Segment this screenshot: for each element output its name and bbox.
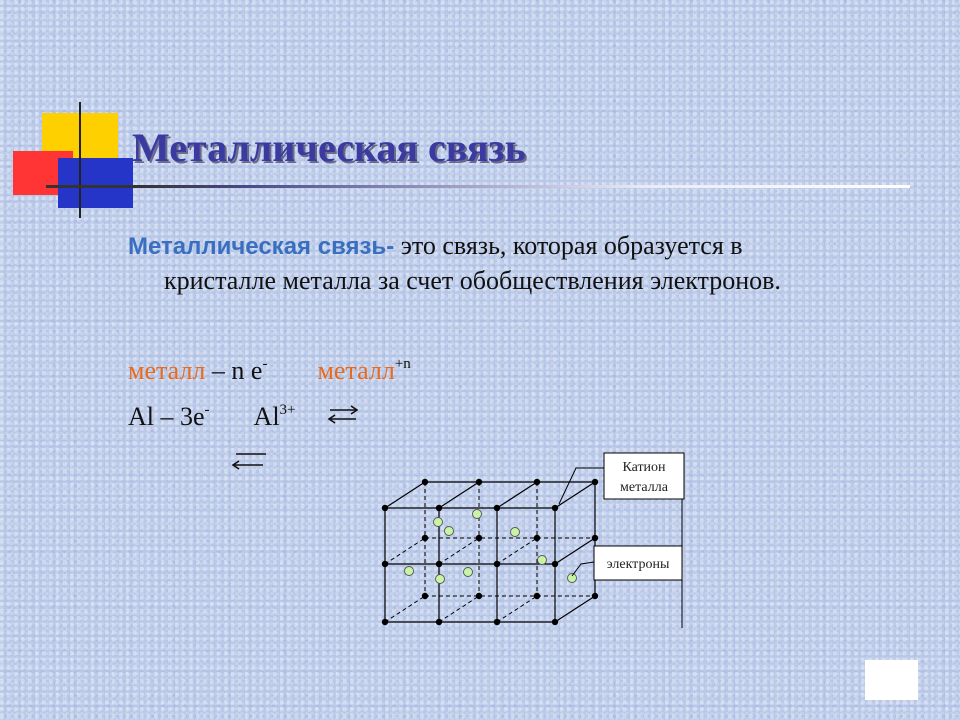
definition-paragraph bbox=[128, 229, 918, 298]
formula-al-right: Al bbox=[253, 402, 280, 431]
formula-general-right-sup: +n bbox=[394, 356, 411, 372]
formula-general-right: металл bbox=[317, 356, 395, 385]
formula-al-left-sup: - bbox=[204, 402, 210, 418]
equilibrium-arrows-2 bbox=[230, 448, 270, 472]
formula-al-right-sup: 3+ bbox=[279, 402, 296, 418]
electrons-label: электроны bbox=[606, 557, 670, 572]
corner-white-box bbox=[865, 660, 918, 700]
decor-vertical-line bbox=[79, 102, 81, 218]
slide-title: Металлическая связь bbox=[132, 125, 526, 170]
definition-term: Металлическая связь- bbox=[128, 233, 395, 260]
equilibrium-arrows-1 bbox=[326, 402, 360, 426]
crystal-lattice-diagram bbox=[376, 446, 686, 632]
cation-label-line1: Катион bbox=[622, 460, 666, 475]
electron-dots bbox=[405, 510, 577, 584]
formula-al bbox=[128, 402, 296, 432]
formula-general-mid: – n e bbox=[205, 356, 263, 385]
formula-general bbox=[128, 356, 411, 386]
title-underline bbox=[46, 185, 910, 188]
formula-al-left: Al – 3e bbox=[128, 402, 205, 431]
formula-general-left: металл bbox=[128, 356, 206, 385]
definition-text-line2: кристалле металла за счет обобществления электронов. bbox=[164, 266, 781, 295]
definition-text-line1: это связь, которая образуется в bbox=[394, 231, 743, 260]
cation-label-line2: металла bbox=[620, 480, 668, 495]
decor-blue-square bbox=[58, 158, 133, 208]
formula-general-mid-sup: - bbox=[262, 356, 268, 372]
